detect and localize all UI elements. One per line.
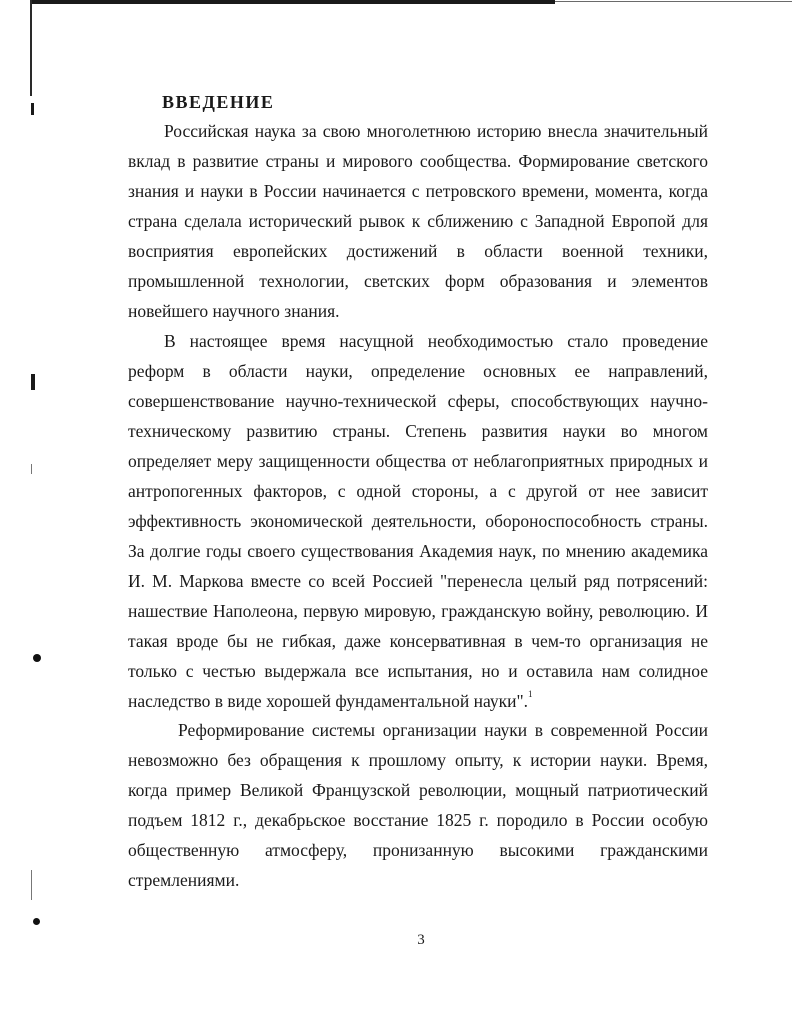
footnote-reference: 1 xyxy=(528,689,533,699)
section-heading: ВВЕДЕНИЕ xyxy=(162,92,275,112)
paragraph-3-text: Реформирование системы организации науки в современной России невозможно без обращения к прошлому опыту, к истории науки. Время, когда пример Великой Французской революции, мощный патриотический подъем 1812 г., декабрьское восстание 1825 г. породило в России особую общественную атмосферу, пронизанную высокими гражданскими стремлениями. xyxy=(128,720,708,890)
paragraph-1-text: Российская наука за свою многолетнюю историю внесла значительный вклад в развитие страны и мирового сообщества. Формирование светского знания и науки в России начинается с петровского времени, момента, когда страна сделала исторический рывок к сближению с Западной Европой для восприятия европейских достижений в области военной техники, промышленной технологии, светских форм образования и элементов новейшего научного знания. xyxy=(128,121,708,321)
paragraph-3 xyxy=(128,715,708,895)
paragraph-2 xyxy=(128,326,708,716)
page-number: 3 xyxy=(417,932,425,948)
paragraph-2-text: В настоящее время насущной необходимостью стало проведение реформ в области науки, определение основных ее направлений, совершенствование научно-технической сферы, способствующих научно-техническому развитию страны. Степень развития науки во многом определяет меру защищенности общества от неблагоприятных природных и антропогенных факторов, с одной стороны, а с другой от нее зависит эффективность экономической деятельности, обороноспособность страны. За долгие годы своего существования Академия наук, по мнению академика И. М. Маркова вместе со всей Россией "перенесла целый ряд потрясений: нашествие Наполеона, первую мировую, гражданскую войну, революцию. И такая вроде бы не гибкая, даже консервативная в чем-то организация не только с честью выдержала все испытания, но и оставила нам солидное наследство в виде хорошей фундаментальной науки". xyxy=(128,331,708,711)
paragraph-1 xyxy=(128,116,708,326)
